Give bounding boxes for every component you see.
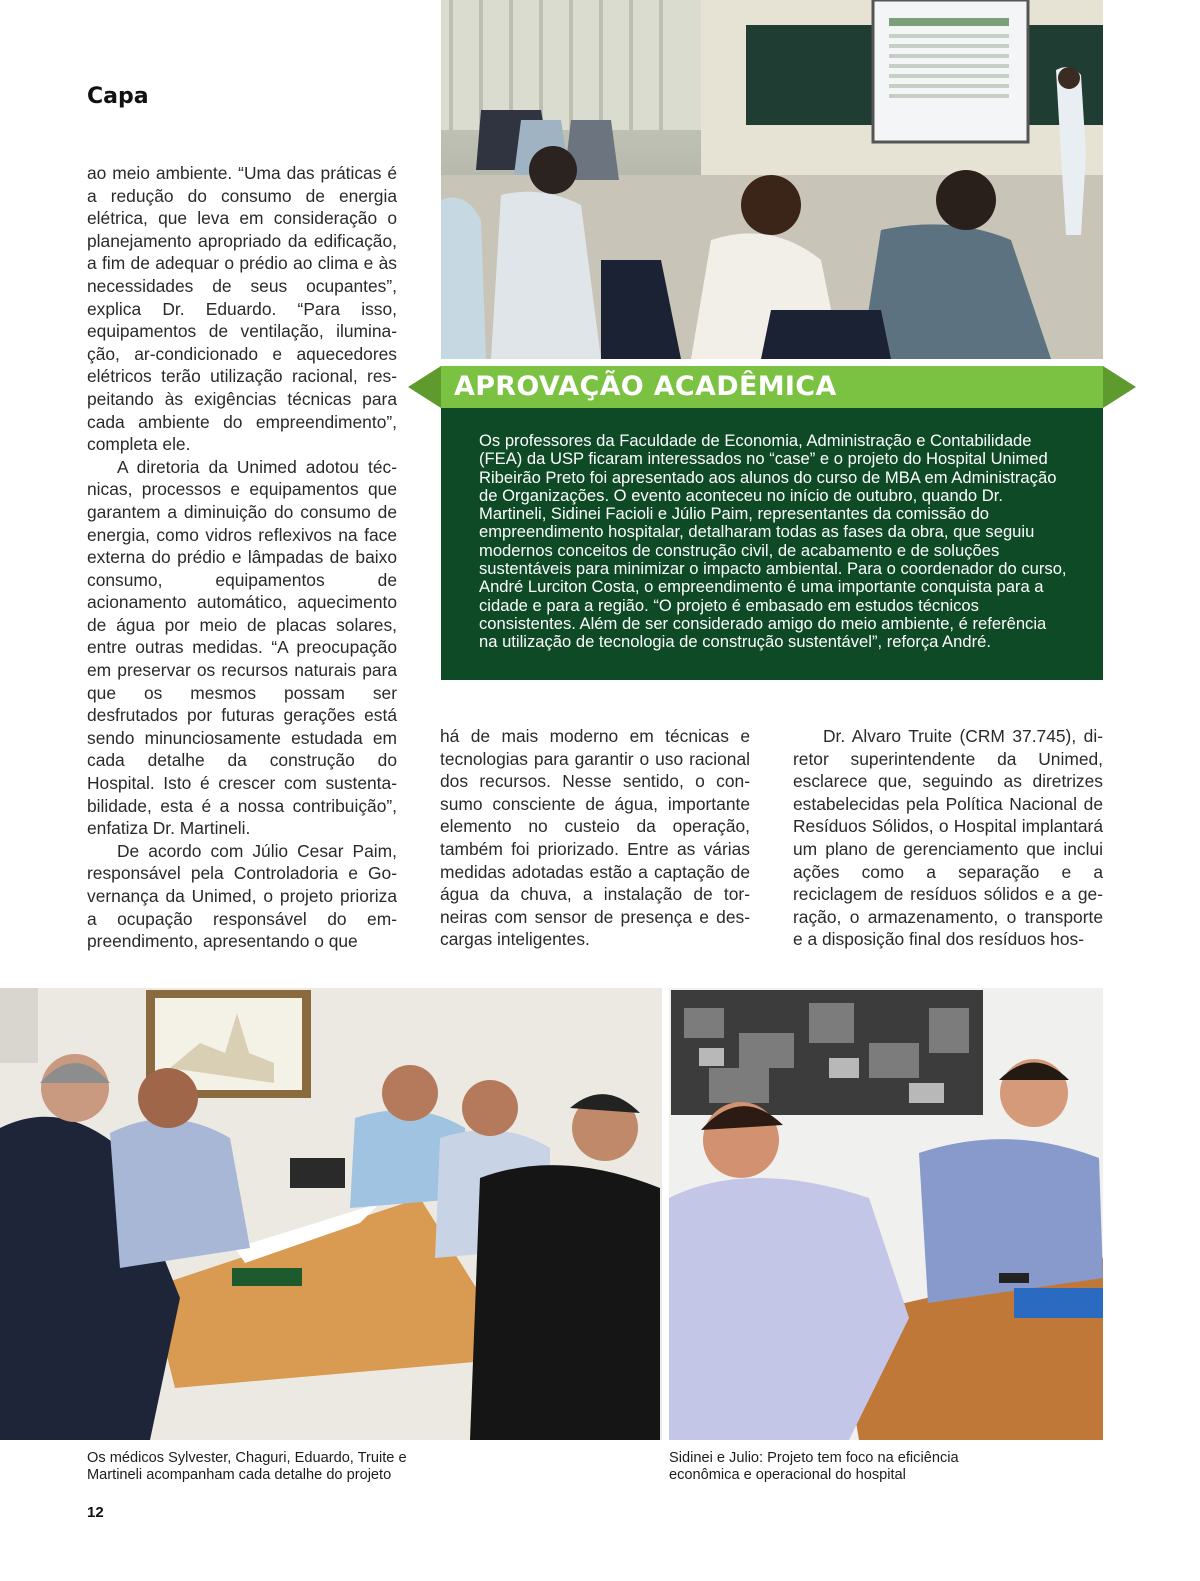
article-column-3 (793, 725, 1103, 951)
section-label: Capa (87, 84, 149, 109)
paragraph: A diretoria da Unimed adotou técnicas, processos e equipamentos que garantem a diminuição do consumo de energia, como vidros reflexivos na face externa do prédio e lâmpadas de baixo consumo, equipamentos de acionamento automático, aquecimento de água por meio de placas solares, entre outras medidas. “A preocupação em preservar os recursos naturais para que os mesmos possam ser desfrutados por futuras gerações está sendo minunciosamente estudada em cada detalhe da construção do Hospital. Isto é crescer com sustentabilidade, esta é a nossa contribuição”, enfatiza Dr. Martineli. (87, 456, 397, 839)
paragraph: Dr. Alvaro Truite (CRM 37.745), diretor superintendente da Unimed, esclarece que, seguindo as diretrizes estabelecidas pela Política Nacional de Resíduos Sólidos, o Hospital implantará um plano de gerenciamento que inclui ações como a separação e a reciclagem de resíduos sólidos e a geração, o armazenamento, o transporte e a disposição final dos resíduos hos- (793, 726, 1103, 950)
meeting-photo (0, 988, 662, 1440)
paragraph: De acordo com Júlio Cesar Paim, responsável pela Controladoria e Governança da Unimed, o projeto prioriza a ocupação responsável do empreendimento, apresentando o que (87, 840, 397, 952)
article-column-2 (440, 725, 750, 951)
article-column-1 (87, 162, 397, 953)
page-number: 12 (87, 1504, 104, 1521)
paragraph: ao meio ambiente. “Uma das práticas é a redução do consumo de energia elétrica, que leva em consideração o planejamento apropriado da edificação, a fim de adequar o prédio ao clima e às necessidades de seus ocupantes”, explica Dr. Eduardo. “Para isso, equipamentos de ventilação, iluminação, ar-condicionado e aquecedores elétricos terão utilização racional, respeitando às exigências técnicas para cada ambiente do empreendimento”, completa ele. (87, 163, 397, 455)
photo-caption-left: Os médicos Sylvester, Chaguri, Eduardo, Truite e Martineli acompanham cada detalhe do projeto (87, 1450, 407, 1483)
paragraph: há de mais moderno em técnicas e tecnologias para garantir o uso racional dos recursos. Nesse sentido, o consumo consciente de água, importante elemento no custeio da operação, também foi priorizado. Entre as várias medidas adotadas estão a captação de água da chuva, a instalação de torneiras com sensor de presença e descargas inteligentes. (440, 726, 750, 950)
classroom-presentation-photo (441, 0, 1103, 359)
sidinei-julio-photo (669, 988, 1103, 1440)
sidebar-title: APROVAÇÃO ACADÊMICA (454, 371, 837, 402)
sidebar-body: Os professores da Faculdade de Economia, Administração e Contabilidade (FEA) da USP ficaram interessados no “case” e o projeto do Hospital Unimed Ribeirão Preto foi apresentado aos alunos do curso de MBA em Administração de Organizações. O evento aconteceu no início de outubro, quando Dr. Martineli, Sidinei Facioli e Júlio Paim, representantes da comissão do empreendimento hospitalar, detalharam todas as fases da obra, que seguiu modernos conceitos de construção civil, de acabamento e de soluções sustentáveis para minimizar o impacto ambiental. Para o coordenador do curso, André Lurciton Costa, o empreendimento é uma importante conquista para a cidade e para a região. “O projeto é embasado em estudos técnicos consistentes. Além de ser considerado amigo do meio ambiente, é referência na utilização de tecnologia de construção sustentável”, reforça André. (479, 431, 1067, 652)
photo-caption-right: Sidinei e Julio: Projeto tem foco na eficiência econômica e operacional do hospital (669, 1450, 959, 1483)
